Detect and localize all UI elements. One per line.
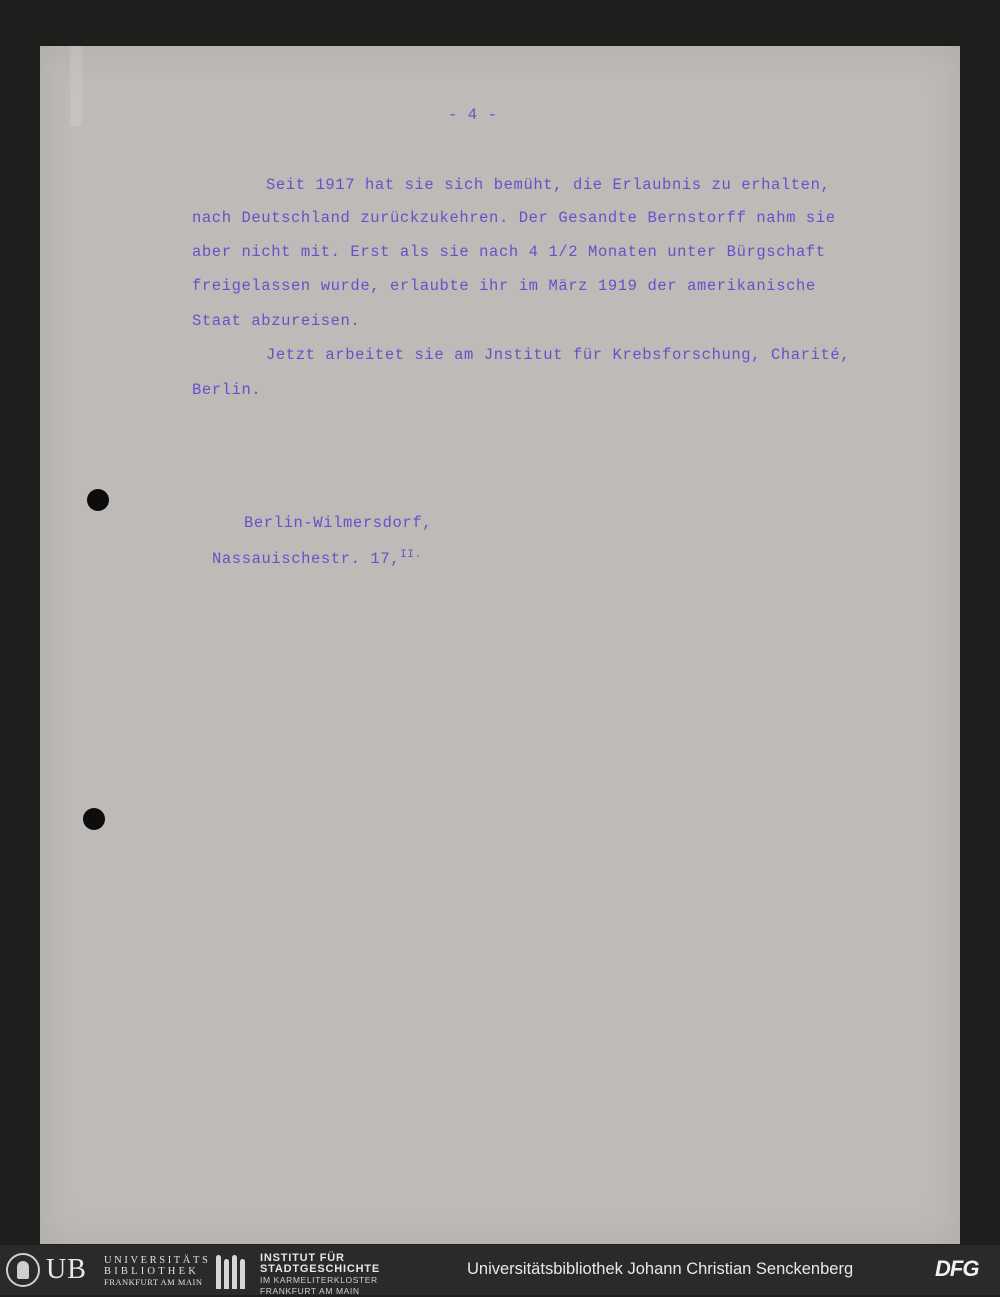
- paper-edge-fold: [70, 46, 82, 126]
- paragraph1-line1: Seit 1917 hat sie sich bemüht, die Erlaubnis zu erhalten,: [266, 176, 831, 194]
- address-line1: Berlin-Wilmersdorf,: [244, 514, 433, 532]
- isg-logo[interactable]: [214, 1252, 414, 1296]
- ub-logo[interactable]: [6, 1253, 211, 1291]
- library-title: Universitätsbibliothek Johann Christian Senckenberg: [467, 1260, 854, 1278]
- paragraph1-line3: aber nicht mit. Erst als sie nach 4 1/2 Monaten unter Bürgschaft: [192, 243, 826, 261]
- page-number: - 4 -: [448, 106, 498, 124]
- isg-logo-text: [260, 1253, 380, 1297]
- punch-hole-upper: [87, 489, 109, 511]
- address-line2: [212, 549, 422, 568]
- isg-line1: INSTITUT FÜR: [260, 1252, 345, 1264]
- address-floor: II.: [400, 549, 422, 561]
- paragraph2-line2: Berlin.: [192, 381, 262, 399]
- paragraph1-line2: nach Deutschland zurückzukehren. Der Gesandte Bernstorff nahm sie: [192, 209, 836, 227]
- isg-line3: IM KARMELITERKLOSTER: [260, 1275, 378, 1285]
- punch-hole-lower: [83, 808, 105, 830]
- footer-bar: [0, 1245, 1000, 1295]
- ub-line1: UNIVERSITÄTS: [104, 1255, 211, 1266]
- ub-logo-letters: UB: [46, 1254, 87, 1285]
- address-street: Nassauischestr. 17,: [212, 550, 401, 569]
- dfg-logo[interactable]: DFG: [935, 1256, 979, 1281]
- paragraph1-line4: freigelassen wurde, erlaubte ihr im März 1919 der amerikanische: [192, 277, 816, 295]
- ub-seal-icon: [6, 1253, 40, 1287]
- ub-line2: BIBLIOTHEK: [104, 1266, 199, 1277]
- ub-line3: FRANKFURT AM MAIN: [104, 1277, 203, 1287]
- isg-arches-icon: [214, 1253, 250, 1289]
- isg-line2: STADTGESCHICHTE: [260, 1263, 380, 1275]
- paragraph1-line5: Staat abzureisen.: [192, 312, 361, 330]
- paragraph2-line1: Jetzt arbeitet sie am Jnstitut für Krebsforschung, Charité,: [266, 346, 851, 364]
- isg-line4: FRANKFURT AM MAIN: [260, 1286, 360, 1296]
- ub-logo-text: [104, 1255, 210, 1288]
